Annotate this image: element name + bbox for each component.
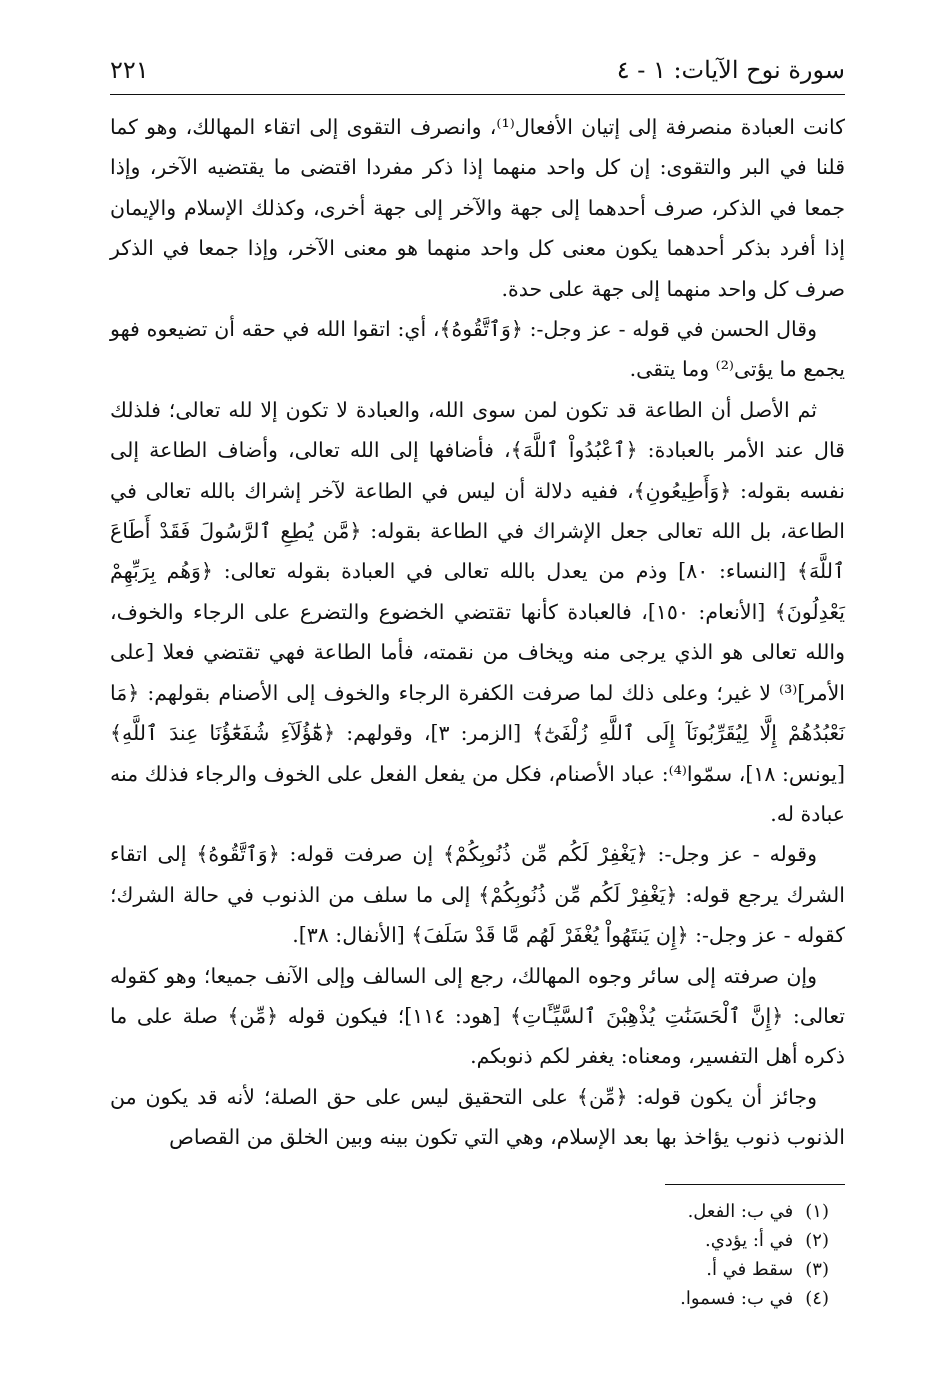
footnote-rule (665, 1184, 845, 1185)
paragraph: وقال الحسن في قوله - عز وجل-: ﴿وَٱتَّقُوهُ﴾، أي: اتقوا الله في حقه أن تضيعوه فهو يجمع ما يؤتى⁽²⁾ وما يتقى. (110, 317, 845, 382)
main-text (110, 107, 845, 1158)
footnote (110, 1197, 845, 1226)
paragraph: ثم الأصل أن الطاعة قد تكون لمن سوى الله، والعبادة لا تكون إلا لله تعالى؛ فلذلك قال عند الأمر بالعبادة: ﴿ٱعْبُدُواْ ٱللَّهَ﴾، فأضافها إلى الله تعالى، وأضاف الطاعة إلى نفسه بقوله: ﴿وَأَطِيعُونِ﴾، ففيه دلالة أن ليس في الطاعة لآخر إشراك بالله تعالى في الطاعة، بل الله تعالى جعل الإشراك في الطاعة بقوله: ﴿مَّن يُطِعِ ٱلرَّسُولَ فَقَدْ أَطَاعَ ٱللَّهَ﴾ [النساء: ٨٠] وذم من يعدل بالله تعالى في العبادة بقوله تعالى: ﴿وَهُم بِرَبِّهِمْ يَعْدِلُونَ﴾ [الأنعام: ١٥٠]، فالعبادة كأنها تقتضي الخضوع والتضرع على الرجاء والخوف، والله تعالى هو الذي يرجى منه ويخاف من نقمته، فأما الطاعة فهي تقتضي فعلا [على الأمر]⁽³⁾ لا غير؛ وعلى ذلك لما صرفت الكفرة الرجاء والخوف إلى الأصنام بقولهم: ﴿مَا نَعْبُدُهُمْ إِلَّا لِيُقَرِّبُونَآ إِلَى ٱللَّهِ زُلْفَىٰٓ﴾ [الزمر: ٣]، وقولهم: ﴿هَٰٓؤُلَآءِ شُفَعَٰٓؤُنَا عِندَ ٱللَّهِ﴾ [يونس: ١٨]، سمّوا⁽⁴⁾: عباد الأصنام، فكل من يفعل الفعل على الخوف والرجاء فذلك منه عبادة له. (110, 397, 845, 826)
footnotes (110, 1197, 845, 1313)
header-title: سورة نوح الآيات: ١ - ٤ (616, 56, 845, 84)
footnote-number: (٢) (805, 1229, 829, 1251)
footnote-number: (٣) (805, 1258, 829, 1280)
footnote-number: (٤) (805, 1287, 829, 1309)
footnote (110, 1255, 845, 1284)
footnote-text: في ب: فسموا. (680, 1287, 794, 1309)
footnote-number: (١) (805, 1200, 829, 1222)
paragraph: وقوله - عز وجل-: ﴿يَغْفِرْ لَكُم مِّن ذُنُوبِكُمْ﴾ إن صرفت قوله: ﴿وَٱتَّقُوهُ﴾ إلى اتقاء الشرك يرجع قوله: ﴿يَغْفِرْ لَكُم مِّن ذُنُوبِكُمْ﴾ إلى ما سلف من الذنوب في حالة الشرك؛ كقوله - عز وجل-: ﴿إِن يَنتَهُواْ يُغْفَرْ لَهُم مَّا قَدْ سَلَفَ﴾ [الأنفال: ٣٨]. (110, 842, 845, 948)
footnote-text: سقط في أ. (706, 1258, 794, 1280)
paragraph: كانت العبادة منصرفة إلى إتيان الأفعال⁽¹⁾، وانصرف التقوى إلى اتقاء المهالك، وهو كما قلنا في البر والتقوى: إن كل واحد منهما إذا ذكر مفردا اقتضى ما يقتضيه الآخر، وإذا جمعا في الذكر، صرف أحدهما إلى جهة والآخر إلى جهة أخرى، وكذلك الإسلام والإيمان إذا أفرد بذكر أحدهما يكون معنى كل واحد منهما هو معنى الآخر، وإذا جمعا في الذكر صرف كل واحد منهما إلى جهة على حدة. (110, 115, 845, 301)
paragraph: وإن صرفته إلى سائر وجوه المهالك، رجع إلى السالف وإلى الآنف جميعا؛ وهو كقوله تعالى: ﴿إِنَّ ٱلْحَسَنَٰتِ يُذْهِبْنَ ٱلسَّيِّـَٔاتِ﴾ [هود: ١١٤]؛ فيكون قوله ﴿مِّن﴾ صلة على ما ذكره أهل التفسير، ومعناه: يغفر لكم ذنوبكم. (110, 963, 845, 1069)
footnote (110, 1284, 845, 1313)
footnote (110, 1226, 845, 1255)
page-number: ٢٢١ (110, 56, 149, 84)
page (110, 48, 845, 1313)
footnote-text: في أ: يؤدي. (705, 1229, 794, 1251)
paragraph: وجائز أن يكون قوله: ﴿مِّن﴾ على التحقيق ليس على حق الصلة؛ لأنه قد يكون من الذنوب ذنوب يؤاخذ بها بعد الإسلام، وهي التي تكون بينه وبين الخلق من القصاص (110, 1084, 845, 1150)
header-rule (110, 94, 845, 95)
footnote-text: في ب: الفعل. (687, 1200, 794, 1222)
running-header (110, 48, 845, 92)
